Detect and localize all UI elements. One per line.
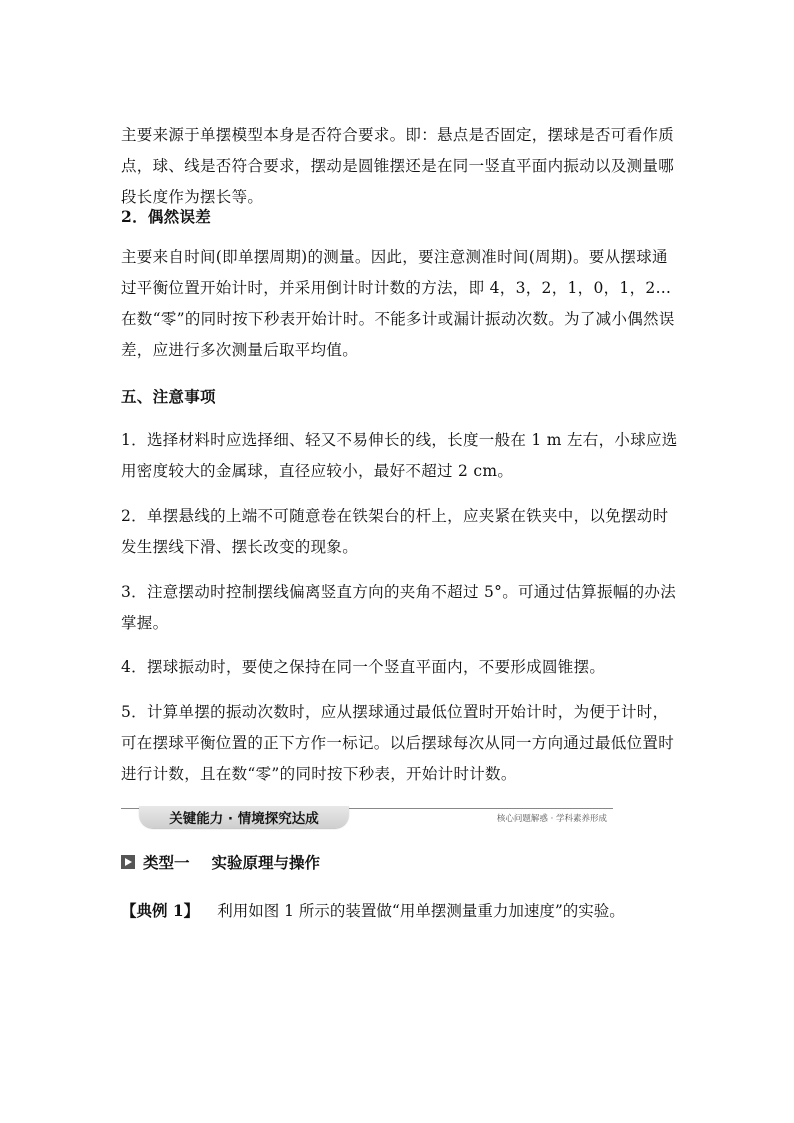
note-item-4: 4．摆球振动时，要使之保持在同一个竖直平面内，不要形成圆锥摆。 bbox=[121, 658, 606, 676]
note-item-2: 2．单摆悬线的上端不可随意卷在铁架台的杆上，应夹紧在铁夹中，以免摆动时发生摆线下滑、摆长改变的现象。 bbox=[121, 507, 669, 556]
note-item-1: 1．选择材料时应选择细、轻又不易伸长的线，长度一般在 1 m 左右，小球应选用密度较大的金属球，直径应较小，最好不超过 2 cm。 bbox=[121, 431, 678, 480]
play-triangle-icon bbox=[121, 855, 135, 869]
note-item-3: 3．注意摆动时控制摆线偏离竖直方向的夹角不超过 5°。可通过估算振幅的办法掌握。 bbox=[121, 583, 677, 632]
banner-subtitle: 核心问题解惑 · 学科素养形成 bbox=[496, 814, 607, 824]
heading-random-error: 2．偶然误差 bbox=[121, 207, 212, 226]
example-1 bbox=[121, 895, 681, 927]
banner-title: 关键能力 · 情境探究达成 bbox=[139, 806, 349, 828]
paragraph-systematic-error: 主要来源于单摆模型本身是否符合要求。即：悬点是否固定，摆球是否可看作质点，球、线是否符合要求，摆动是圆锥摆还是在同一竖直平面内振动以及测量哪段长度作为摆长等。 bbox=[121, 126, 675, 206]
type-title: 实验原理与操作 bbox=[211, 854, 321, 872]
example-tag: 【典例 1】 bbox=[121, 901, 200, 920]
type-label: 类型一 bbox=[143, 854, 190, 872]
note-item-5: 5．计算单摆的振动次数时，应从摆球通过最低位置时开始计时，为便于计时，可在摆球平衡位置的正下方作一标记。以后摆球每次从同一方向通过最低位置时进行计数，且在数“零”的同时按下秒表，开始计时计数。 bbox=[121, 703, 675, 783]
heading-notes: 五、注意事项 bbox=[121, 387, 216, 406]
type-heading bbox=[121, 850, 320, 874]
example-text: 利用如图 1 所示的装置做“用单摆测量重力加速度”的实验。 bbox=[217, 902, 625, 920]
section-banner bbox=[121, 806, 613, 828]
paragraph-random-error: 主要来自时间(即单摆周期)的测量。因此，要注意测准时间(周期)。要从摆球通过平衡位置开始计时，并采用倒计时计数的方法，即 4，3，2，1，0，1，2…在数“零”的同时按下秒表开始计时。不能多计或漏计振动次数。为了减小偶然误差，应进行多次测量后取平均值。 bbox=[121, 248, 675, 359]
